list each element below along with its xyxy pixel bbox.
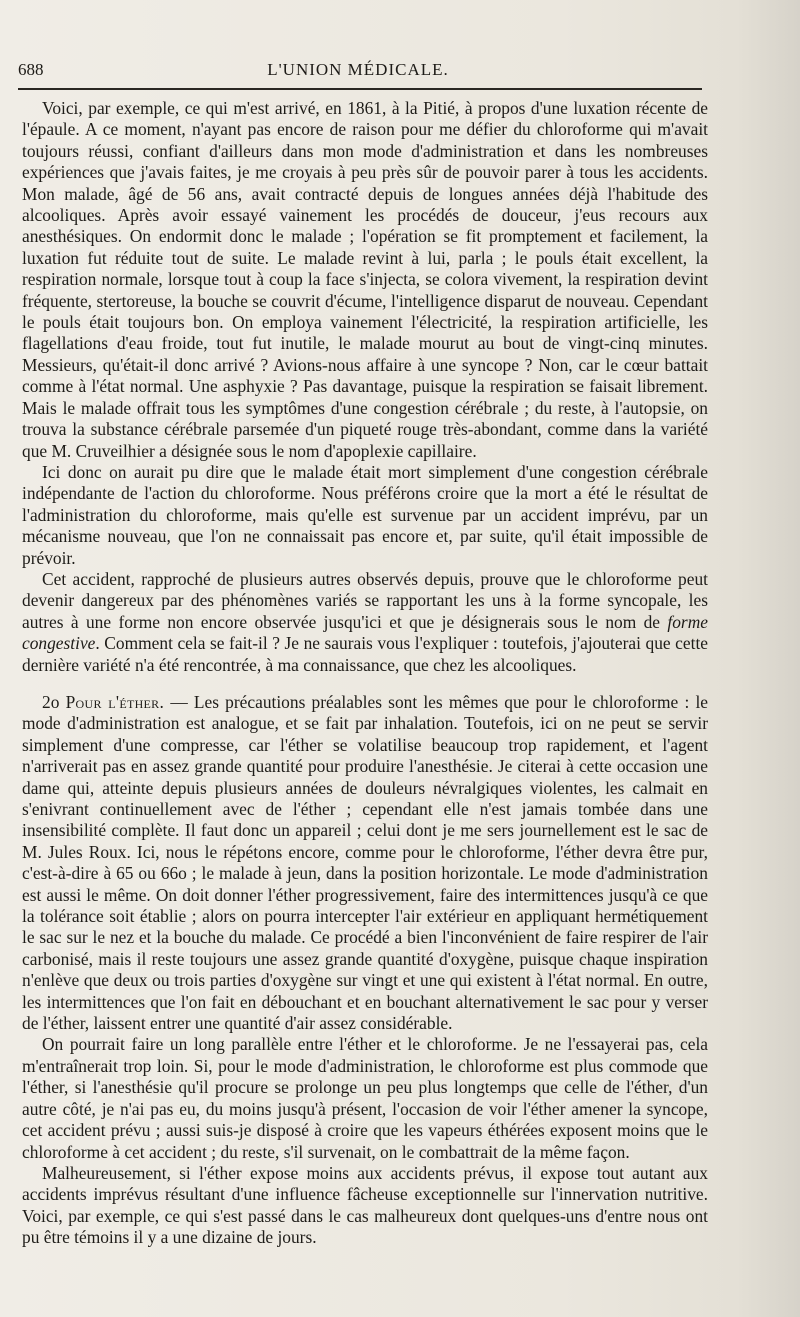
section-heading: Pour l'éther. [65,691,165,712]
paragraph-5: On pourrait faire un long parallèle entre l'éther et le chloroforme. Je ne l'essayerai pas, cela m'entraînerait trop loin. Si, pour le mode d'administration, le chloroforme est plus commode que l'éther, si l'anesthésie qu'il procure se prolonge un peu plus longtemps que celle de l'éther, d'un autre côté, je n'ai pas eu, du moins jusqu'à présent, l'occasion de voir l'éther amener la syncope, cet accident prévu ; aussi suis-je disposé à croire que les vapeurs éthérées exposent moins que le chloroforme à cet accident ; du reste, s'il survenait, on le combattrait de la même façon. [22,1034,708,1162]
paragraph-3-before: Cet accident, rapproché de plusieurs autres observés depuis, prouve que le chloroforme peut devenir dangereux par des phénomènes variés se rapportant les uns à la forme syncopale, les autres à une forme non encore observée jusqu'ici et que je désignerais sous le nom de [22,568,708,632]
paragraph-4-text: — Les précautions préalables sont les mêmes que pour le chloroforme : le mode d'administration est analogue, et se fait par inhalation. Toutefois, ici on ne peut se servir simplement d'une compresse, car l'éther se volatilise beaucoup trop rapidement, et l'agent n'arriverait pas en assez grande quantité pour produire l'anesthésie. Je citerai à cette occasion une dame qui, atteinte depuis plusieurs années de douleurs névralgiques violentes, les calmait en s'enivrant continuellement avec de l'éther ; cependant elle n'est jamais tombée dans une insensibilité complète. Il faut donc un appareil ; celui dont je me sers journellement est le sac de M. Jules Roux. Ici, nous le répétons encore, comme pour le chloroforme, l'éther devra être pur, c'est-à-dire à 65 ou 66o ; le malade à jeun, dans la position horizontale. Le mode d'administration est aussi le même. On doit donner l'éther progressivement, faire des intermittences jusqu'à ce que la tolérance soit établie ; alors on pourra intercepter l'air extérieur en appliquant hermétiquement le sac sur le nez et la bouche du malade. Ce procédé a bien l'inconvénient de faire respirer de l'air carbonisé, mais il reste toujours une assez grande quantité d'oxygène, puisque chaque inspiration n'enlève que deux ou trois parties d'oxygène sur vingt et une qui existent à l'état normal. En outre, les intermittences que l'on fait en débouchant et en bouchant alternativement le sac pour y verser de l'éther, laissent entrer une quantité d'air assez considérable. [22,691,708,1034]
paragraph-3 [22,569,708,676]
page-header [18,56,698,86]
paragraph-6: Malheureusement, si l'éther expose moins aux accidents prévus, il expose tout autant aux accidents imprévus résultant d'une influence fâcheuse exceptionnelle sur l'innervation nutritive. Voici, par exemple, ce qui s'est passé dans le cas malheureux dont quelques-uns d'entre nous ont pu être témoins il y a une dizaine de jours. [22,1162,708,1248]
page-number: 688 [18,60,44,79]
running-title: L'UNION MÉDICALE. [267,60,449,79]
paragraph-3-italic-term: forme congestive [22,611,708,654]
paragraph-1: Voici, par exemple, ce qui m'est arrivé, en 1861, à la Pitié, à propos d'une luxation récente de l'épaule. A ce moment, n'ayant pas encore de raison pour me défier du chloroforme qui m'avait toujours réussi, confiant d'ailleurs dans mon mode d'administration et dans les nombreuses expériences que j'avais faites, je me croyais à peu près sûr de pouvoir parer à tous les accidents. Mon malade, âgé de 56 ans, avait contracté depuis de longues années déjà l'habitude des alcooliques. Après avoir essayé vainement les procédés de douceur, j'eus recours aux anesthésiques. On endormit donc le malade ; l'opération se fit promptement et facilement, la luxation fut réduite tout de suite. Le malade revint à lui, parla ; le pouls était excellent, la respiration normale, lorsque tout à coup la face s'injecta, se colora vivement, la respiration devint fréquente, stertoreuse, la bouche se couvrit d'écume, l'intelligence disparut de nouveau. Cependant le pouls était toujours bon. On employa vainement l'électricité, la respiration artificielle, les flagellations d'eau froide, tout fut inutile, le malade mourut au bout de vingt-cinq minutes. Messieurs, qu'était-il donc arrivé ? Avions-nous affaire à une syncope ? Non, car le cœur battait comme à l'état normal. Une asphyxie ? Pas davantage, puisque la respiration se faisait librement. Mais le malade offrait tous les symptômes d'une congestion cérébrale ; du reste, à l'autopsie, on trouva la substance cérébrale parsemée d'un piqueté rouge très-abondant, comme dans la variété que M. Cruveilhier a désignée sous le nom d'apoplexie capillaire. [22,98,708,461]
paragraph-3-after: . Comment cela se fait-il ? Je ne saurais vous l'expliquer : toutefois, j'ajouterai que cette dernière variété n'a été rencontrée, à ma connaissance, que chez les alcooliques. [22,633,708,675]
paragraph-4 [22,692,708,1035]
header-rule [18,88,702,90]
section-number: 2o [42,691,60,712]
body-text [22,98,708,1249]
paragraph-2: Ici donc on aurait pu dire que le malade était mort simplement d'une congestion cérébrale indépendante de l'action du chloroforme. Nous préférons croire que la mort a été le résultat de l'administration du chloroforme, mais qu'elle est survenue par un accident imprévu, par un mécanisme nouveau, que l'on ne connaissait pas encore et, par suite, qu'il était impossible de prévoir. [22,461,708,568]
